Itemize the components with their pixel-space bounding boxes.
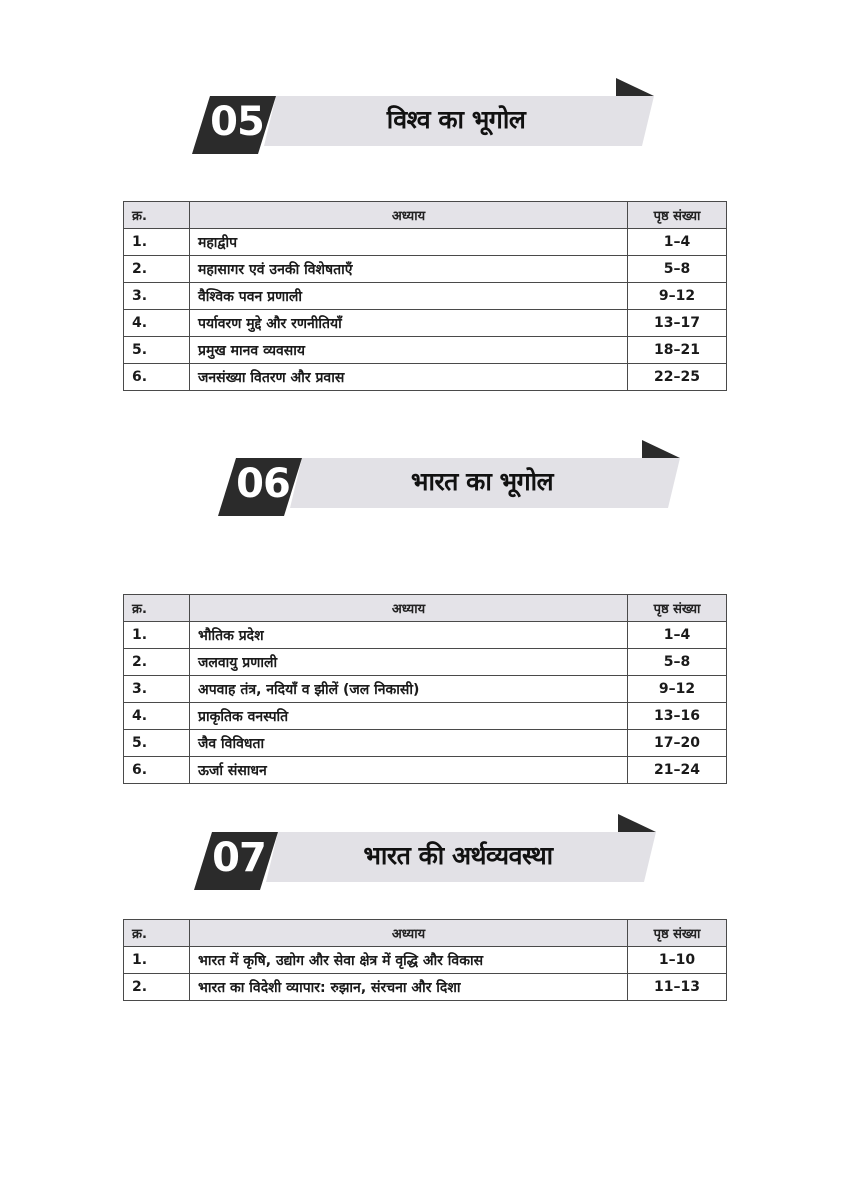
header-chapter: अध्याय [190,920,628,947]
row-pages: 11–13 [628,974,727,1001]
row-number: 3. [124,283,190,310]
section-banner-05 [192,78,662,150]
section-banner-06 [218,440,688,512]
row-pages: 13–17 [628,310,727,337]
row-pages: 22–25 [628,364,727,391]
row-chapter: ऊर्जा संसाधन [190,757,628,784]
row-number: 6. [124,364,190,391]
header-pages: पृष्ठ संख्या [628,595,727,622]
row-chapter: जैव विविधता [190,730,628,757]
table-row [124,676,727,703]
row-chapter: प्राकृतिक वनस्पति [190,703,628,730]
table-header-row [124,202,727,229]
table-row [124,337,727,364]
row-chapter: भारत का विदेशी व्यापार: रुझान, संरचना और दिशा [190,974,628,1001]
table-row [124,256,727,283]
row-number: 1. [124,947,190,974]
header-chapter: अध्याय [190,595,628,622]
table-header-row [124,920,727,947]
row-pages: 9–12 [628,283,727,310]
row-number: 2. [124,649,190,676]
header-pages: पृष्ठ संख्या [628,920,727,947]
row-number: 5. [124,730,190,757]
chapter-table-07 [123,919,727,1001]
table-row [124,310,727,337]
row-number: 6. [124,757,190,784]
header-serial: क्र. [124,920,190,947]
row-pages: 21–24 [628,757,727,784]
row-pages: 1–4 [628,622,727,649]
table-row [124,947,727,974]
row-number: 4. [124,703,190,730]
row-number: 1. [124,622,190,649]
row-chapter: जनसंख्या वितरण और प्रवास [190,364,628,391]
row-pages: 1–10 [628,947,727,974]
row-chapter: भारत में कृषि, उद्योग और सेवा क्षेत्र में वृद्धि और विकास [190,947,628,974]
row-chapter: भौतिक प्रदेश [190,622,628,649]
table-row [124,622,727,649]
row-pages: 9–12 [628,676,727,703]
header-pages: पृष्ठ संख्या [628,202,727,229]
row-number: 4. [124,310,190,337]
table-row [124,283,727,310]
header-chapter: अध्याय [190,202,628,229]
table-row [124,703,727,730]
row-chapter: महाद्वीप [190,229,628,256]
table-row [124,974,727,1001]
row-number: 5. [124,337,190,364]
row-chapter: महासागर एवं उनकी विशेषताएँ [190,256,628,283]
table-row [124,649,727,676]
table-row [124,364,727,391]
chapter-table-06 [123,594,727,784]
section-title: विश्व का भूगोल [386,105,526,134]
section-number: 07 [212,835,266,881]
section-number: 06 [236,461,290,507]
row-number: 3. [124,676,190,703]
row-number: 1. [124,229,190,256]
section-banner-07 [194,814,664,886]
row-pages: 18–21 [628,337,727,364]
row-pages: 5–8 [628,649,727,676]
section-title: भारत का भूगोल [410,467,554,496]
section-number: 05 [210,99,264,145]
table-row [124,730,727,757]
header-serial: क्र. [124,202,190,229]
row-pages: 13–16 [628,703,727,730]
table-row [124,757,727,784]
row-chapter: पर्यावरण मुद्दे और रणनीतियाँ [190,310,628,337]
table-row [124,229,727,256]
row-pages: 1–4 [628,229,727,256]
row-pages: 17–20 [628,730,727,757]
row-chapter: प्रमुख मानव व्यवसाय [190,337,628,364]
row-chapter: वैश्विक पवन प्रणाली [190,283,628,310]
table-header-row [124,595,727,622]
row-number: 2. [124,974,190,1001]
row-chapter: अपवाह तंत्र, नदियाँ व झीलें (जल निकासी) [190,676,628,703]
row-pages: 5–8 [628,256,727,283]
header-serial: क्र. [124,595,190,622]
row-chapter: जलवायु प्रणाली [190,649,628,676]
row-number: 2. [124,256,190,283]
chapter-table-05 [123,201,727,391]
section-title: भारत की अर्थव्यवस्था [363,841,553,870]
